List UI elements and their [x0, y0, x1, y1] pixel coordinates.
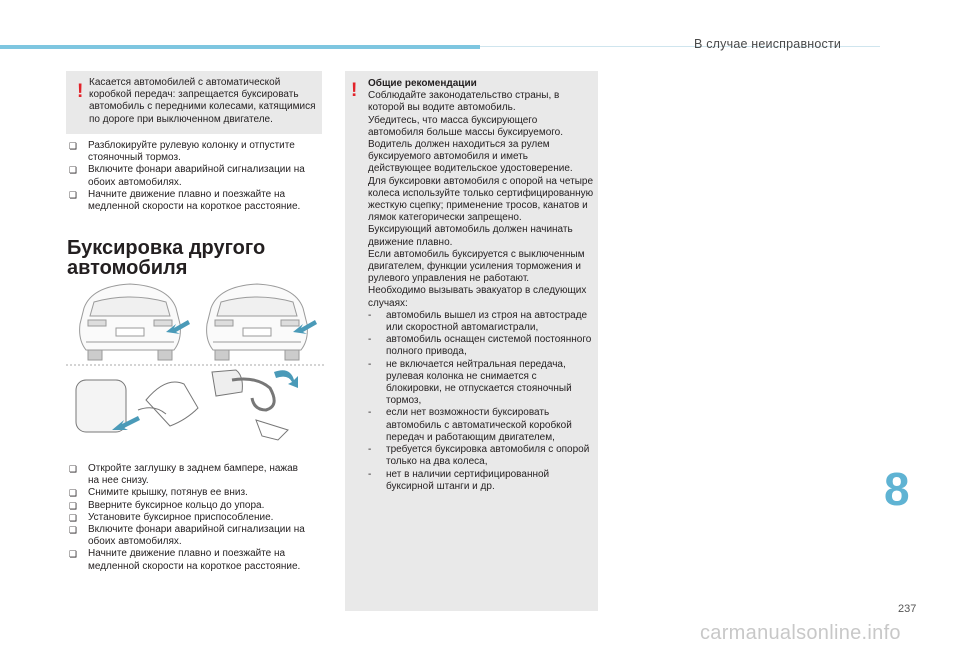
paragraph: Если автомобиль буксируется с выключенным двигателем, функции усиления торможения и рулевого управления не работают.: [368, 248, 585, 285]
checkbox-icon: ❏: [69, 464, 78, 474]
paragraph: Для буксировки автомобиля с опорой на четыре колеса используйте только сертифицированную жесткую сцепку; применение тросов, канатов и лямок категорически запрещено.: [368, 175, 594, 224]
list-item: - требуется буксировка автомобиля с опорой только на два колеса,: [368, 444, 594, 468]
paragraph: Водитель должен находиться за рулем буксируемого автомобиля и иметь действующее водительское удостоверение.: [368, 139, 573, 175]
section-title: Буксировка другого автомобиля: [67, 237, 266, 279]
list-item: ❏ Откройте заглушку в заднем бампере, нажав на нее снизу.: [69, 463, 298, 487]
towing-steps-list-2: [69, 463, 309, 573]
tow-truck-cases-list: [368, 310, 594, 493]
list-item: ❏ Начните движение плавно и поезжайте на медленной скорости на короткое расстояние.: [69, 188, 301, 213]
chapter-header-title: В случае неисправности: [694, 37, 842, 51]
list-item: ❏ Включите фонари аварийной сигнализации на обоих автомобилях.: [69, 164, 305, 188]
paragraph: Буксирующий автомобиль должен начинать движение плавно.: [368, 224, 573, 248]
list-item: ❏ Разблокируйте рулевую колонку и отпустите стояночный тормоз.: [69, 140, 295, 164]
page-number: 237: [898, 603, 917, 615]
list-item: - нет в наличии сертифицированной буксирной штанги и др.: [368, 469, 594, 493]
checkbox-icon: ❏: [69, 488, 78, 499]
checkbox-icon: ❏: [69, 165, 78, 176]
checkbox-icon: ❏: [69, 500, 78, 511]
cover-removal-detail: [76, 380, 198, 432]
car-rear-view-left: [80, 284, 181, 360]
list-item: - автомобиль вышел из строя на автостраде или скоростной автомагистрали,: [368, 310, 594, 334]
general-recommendations: [368, 78, 594, 493]
checkbox-icon: ❏: [69, 512, 78, 523]
checkbox-icon: ❏: [69, 141, 78, 151]
chapter-number: 8: [884, 463, 910, 515]
list-item: - автомобиль оснащен системой постоянного полного привода,: [368, 334, 594, 358]
rotation-arrow-icon: [274, 370, 298, 388]
warning-icon: !: [351, 80, 358, 101]
list-item: ❏ Включите фонари аварийной сигнализации на обоих автомобилях.: [69, 524, 305, 548]
watermark: carmanualsonline.info: [700, 622, 901, 644]
checkbox-icon: ❏: [69, 525, 78, 536]
list-item: - не включается нейтральная передача, рулевая колонка не снимается с блокировки, не отпускается стояночный тормоз,: [368, 359, 594, 408]
header-accent-bar: [0, 45, 480, 49]
car-rear-view-right: [207, 284, 308, 360]
paragraph: Соблюдайте законодательство страны, в которой вы водите автомобиль.: [368, 90, 560, 114]
list-item: ❏ Снимите крышку, потянув ее вниз.: [69, 487, 248, 499]
paragraph: Необходимо вызывать эвакуатор в следующих случаях:: [368, 285, 587, 309]
warning-text-automatic: Касается автомобилей с автоматической коробкой передач: запрещается буксировать автомобиль с передними колесами, катящимися по дороге при выключенном двигателе.: [89, 77, 316, 125]
warning-icon: !: [77, 81, 84, 102]
checkbox-icon: ❏: [69, 189, 78, 200]
list-item: ❏ Вверните буксирное кольцо до упора.: [69, 499, 265, 511]
list-item: ❏ Установите буксирное приспособление.: [69, 511, 274, 523]
paragraph: Убедитесь, что масса буксирующего автомобиля больше массы буксируемого.: [368, 114, 564, 138]
list-item: - если нет возможности буксировать автомобиль с автоматической коробкой передач и работающим двигателем,: [368, 407, 594, 444]
towing-ring-illustration: [66, 280, 324, 450]
towing-ring-detail: [212, 370, 288, 440]
towing-steps-list-1: [69, 140, 309, 213]
checkbox-icon: ❏: [69, 549, 78, 560]
general-recommendations-title: Общие рекомендации: [368, 78, 477, 89]
list-item: ❏ Начните движение плавно и поезжайте на медленной скорости на короткое расстояние.: [69, 548, 301, 572]
